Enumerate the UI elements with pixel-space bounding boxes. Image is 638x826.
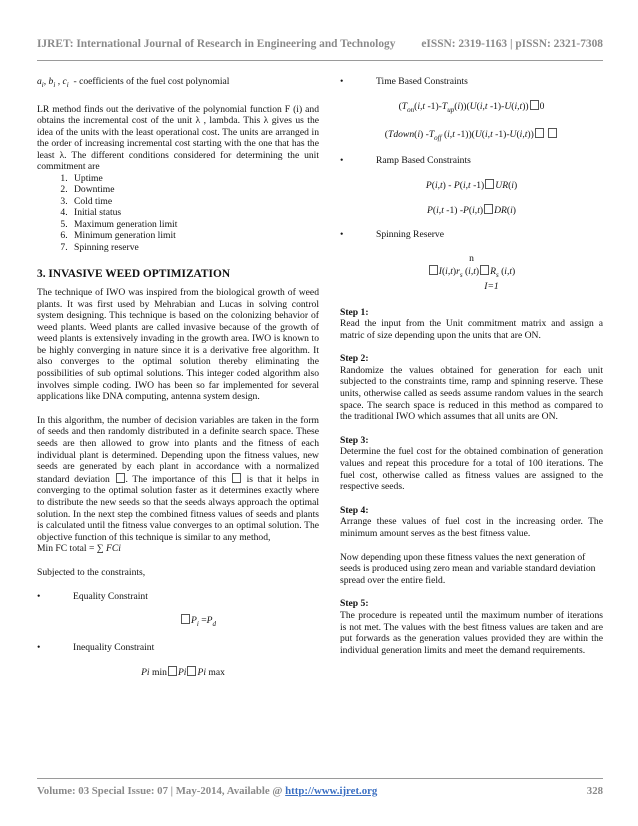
missing-glyph-icon	[116, 473, 125, 483]
step-5-text: The procedure is repeated until the maximum number of iterations is not met. The values with the best fitness values are taken and are put forwards as the generation values provided they are within the individual generation limits and meet the demand requirements.	[340, 609, 603, 656]
footer-volume: Volume: 03 Special Issue: 07 | May-2014, Available @ http://www.ijret.org	[37, 785, 378, 797]
ramp-equation-1: P(i,t) - P(i,t -1) UR(i)	[425, 180, 518, 191]
time-equation-1: ($T_{on}(i,t$ $-1)-T_{up}(i))(U(i,t$ -1)-U(i,t)) 0	[398, 100, 545, 114]
step-1-title: Step 1:	[340, 306, 369, 318]
page-number: 328	[586, 785, 603, 797]
list-item: 1. Uptime	[70, 173, 319, 184]
bullet-spinning: • Spinning Reserve	[340, 229, 444, 240]
page-footer	[37, 785, 603, 797]
step-4-followup: Now depending upon these fitness values the next generation of seeds is produced using zero mean and variable standard deviation spread over the entire field.	[340, 551, 596, 586]
journal-title: IJRET: International Journal of Research in Engineering and Technology	[37, 38, 396, 50]
step-3-title: Step 3:	[340, 434, 369, 446]
list-item: 5. Maximum generation limit	[70, 219, 319, 230]
list-item: 7. Spinning reserve	[70, 242, 319, 253]
iwo-paragraph-1: The technique of IWO was inspired from the biological growth of weed plants. It was first used by Mehrabian and Lucas in solving control system designing. This technique is based on the colonizing behavior of weed plants. Weed plants are called invasive because of the growth of weed plants is extensively invading in the growth area. IWO is known to be highly converging in nature since it is a derivative free algorithm. It also converges to the optimal solution thereby eliminating the possibilities of sub optimal solutions. This integer coded algorithm also involves simple coding. IWO has been so far implemented for several applications like DNA computing, antenna system design.	[37, 286, 319, 403]
equality-equation: $P_i =P_d$	[37, 614, 319, 630]
issn-info: eISSN: 2319-1163 | pISSN: 2321-7308	[421, 38, 603, 50]
bullet-ramp: • Ramp Based Constraints	[340, 155, 471, 167]
step-4-title: Step 4:	[340, 504, 369, 516]
section-heading: 3. INVASIVE WEED OPTIMIZATION	[37, 267, 231, 280]
left-column	[37, 76, 319, 679]
spin-equation-n: n	[469, 252, 474, 264]
step-2-text: Randomize the values obtained for generation for each unit subjected to the constraints time, ramp and spinning reserve. These units, otherwise called as seeds assume random values in the search space. The search space is reduced in this method as compared to the traditional IWO which assumes that all units are ON.	[340, 364, 603, 423]
condition-list	[37, 173, 319, 253]
journal-link[interactable]: http://www.ijret.org	[285, 785, 378, 797]
coefficient-line: $a_i$, $b_i$ , $c_i$ - coefficients of the fuel cost polynomial	[37, 76, 230, 89]
list-item: 6. Minimum generation limit	[70, 230, 319, 241]
step-2-title: Step 2:	[340, 353, 369, 365]
constraints-intro: Subjected to the constraints,	[37, 566, 146, 578]
right-column	[340, 76, 603, 656]
spin-equation-index: I=1	[484, 280, 499, 292]
step-5-title: Step 5:	[340, 598, 369, 610]
step-3-text: Determine the fuel cost for the obtained combination of generation values and repeat this procedure for a total of 100 iterations. The fuel cost, otherwise called as fitness values are assigned to the respective seeds.	[340, 446, 603, 493]
step-1-text: Read the input from the Unit commitment matrix and assign a matric of size depending upon the units that are ON.	[340, 318, 603, 341]
time-equation-2: (Tdown(i) $-T_{off}$ (i,t -1))(U(i,t -1)-U(i,t))	[340, 128, 603, 144]
bullet-time: • Time Based Constraints	[340, 76, 468, 87]
iwo-paragraph-2: In this algorithm, the number of decision variables are taken in the form of seeds and then randomly distributed in a definite search space. These seeds are then allowed to grow into plants and the fitness of each individual plant is determined. Depending upon the fitness values, new seeds are generated by each plant in accordance with a normalized standard deviation . The importance of this is that it helps in converging to the optimal solution faster as it determines exactly where to distribute the new seeds so that the seeds always approach the optimal solution. In the next step the combined fitness values of seeds and plants is calculated until the fitness value converges to an optimal solution. The objective function of this technique is similar to any method, Min FC total = ∑ FCi	[37, 414, 319, 555]
page-header	[37, 38, 603, 50]
list-item: 2. Downtime	[70, 184, 319, 195]
list-item: 4. Initial status	[70, 207, 319, 218]
ramp-equation-2: P(i,t -1) -P(i,t) DR(i)	[427, 205, 516, 216]
inequality-equation: Pi min Pi Pi max	[141, 666, 225, 678]
bullet-inequality: • Inequality Constraint	[37, 642, 155, 654]
lr-method-paragraph: LR method finds out the derivative of the polynomial function F (i) and obtains the incremental cost of the unit λ , lambda. This λ gives us the idea of the units with the least operational cost. The units are arranged in the order of increasing incremental cost starting with the one that has the least λ. The different conditions considered for determining the unit commitment are	[37, 103, 319, 173]
header-divider	[37, 60, 603, 61]
missing-glyph-icon	[232, 473, 241, 483]
step-4-text: Arrange these values of fuel cost in the increasing order. The minimum amount serves as the best fitness value.	[340, 516, 603, 539]
spin-equation: $I(i,t)r_s$ (i,t) $R_s$ (i,t)	[340, 265, 603, 281]
footer-divider	[37, 778, 603, 779]
bullet-equality: • Equality Constraint	[37, 590, 148, 602]
list-item: 3. Cold time	[70, 196, 319, 207]
